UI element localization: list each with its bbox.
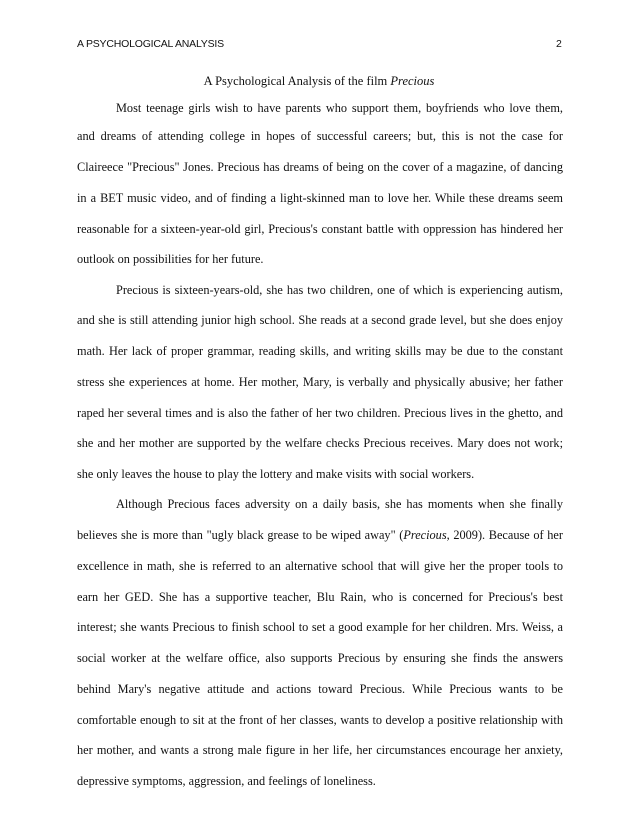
citation-after: 2009). Because of her xyxy=(449,528,563,542)
text-line: her mother, and wants a strong male figure in her life, her circumstances encourage her anxiety, xyxy=(77,743,563,757)
text-line: earn her GED. She has a supportive teacher, Blu Rain, who is concerned for Precious's best xyxy=(77,590,563,604)
text-line: Most teenage girls wish to have parents who support them, boyfriends who love them, xyxy=(116,101,563,115)
text-line: Although Precious faces adversity on a daily basis, she has moments when she finally xyxy=(116,497,563,511)
text-line: excellence in math, she is referred to an alternative school that will give her the proper tools to xyxy=(77,559,563,573)
text-line: and dreams of attending college in hopes of successful careers; but, this is not the case for xyxy=(77,129,563,143)
text-line: reasonable for a sixteen-year-old girl, Precious's constant battle with oppression has hindered her xyxy=(77,222,563,236)
text-line: interest; she wants Precious to finish school to set a good example for her children. Mrs. Weiss, a xyxy=(77,620,563,634)
text-line: Precious is sixteen-years-old, she has two children, one of which is experiencing autism, xyxy=(116,283,563,297)
citation-before: believes she is more than "ugly black grease to be wiped away" ( xyxy=(77,528,404,542)
text-line-with-citation xyxy=(77,527,563,543)
running-head: A PSYCHOLOGICAL ANALYSIS xyxy=(77,38,224,50)
text-line: stress she experiences at home. Her mother, Mary, is verbally and physically abusive; her father xyxy=(77,375,563,389)
text-line: and she is still attending junior high school. She reads at a second grade level, but she does enjoy xyxy=(77,313,563,327)
text-line: math. Her lack of proper grammar, reading skills, and writing skills may be due to the constant xyxy=(77,344,563,358)
text-line: she only leaves the house to play the lottery and make visits with social workers. xyxy=(77,467,475,481)
citation-film-italic: Precious, xyxy=(403,528,450,542)
document-title xyxy=(0,74,638,89)
text-line: in a BET music video, and of finding a light-skinned man to love her. While these dreams seem xyxy=(77,191,563,205)
text-line: behind Mary's negative attitude and actions toward Precious. While Precious wants to be xyxy=(77,682,563,696)
page-number: 2 xyxy=(556,38,562,50)
text-line: she and her mother are supported by the welfare checks Precious receives. Mary does not work; xyxy=(77,436,563,450)
title-prefix: A Psychological Analysis of the film xyxy=(203,74,391,88)
text-line: comfortable enough to sit at the front of her classes, wants to develop a positive relationship with xyxy=(77,713,563,727)
title-film-name: Precious xyxy=(390,74,435,88)
text-line: social worker at the welfare office, also supports Precious by ensuring she finds the answers xyxy=(77,651,563,665)
text-line: Claireece "Precious" Jones. Precious has dreams of being on the cover of a magazine, of dancing xyxy=(77,160,563,174)
text-line: depressive symptoms, aggression, and feelings of loneliness. xyxy=(77,774,376,788)
text-line: outlook on possibilities for her future. xyxy=(77,252,264,266)
text-line: raped her several times and is also the father of her two children. Precious lives in the ghetto, and xyxy=(77,406,563,420)
